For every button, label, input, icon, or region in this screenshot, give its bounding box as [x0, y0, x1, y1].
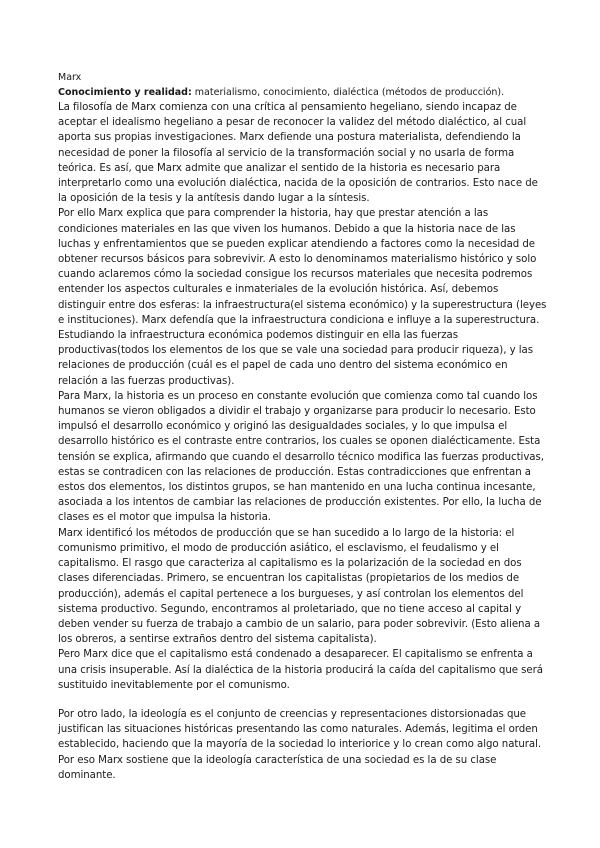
top-label: Marx [58, 72, 82, 83]
paragraph-historia: Para Marx, la historia es un proceso en constante evolución que comienza como tal cuando los humanos se vieron obligados a dividir el trabajo y organizarse para producir lo necesario. Esto impulsó el desarrollo económico y originó las desigualdades sociales, y lo que impulsa el desarrollo histórico es el contraste entre contrarios, los cuales se oponen dialécticamente. Esta tensión se explica, afirmando que cuando el desarrollo técnico modifica las fuerzas productivas, estas se contradicen con las relaciones de producción. Estas contradicciones que enfrentan a estos dos elementos, los distintos grupos, se han mantenido en una lucha continua incesante, asociada a los intentos de cambiar las relaciones de producción existentes. Por ello, la lucha de clases es el motor que impulsa la historia. [58, 390, 544, 524]
paragraph-modos-produccion: Marx identificó los métodos de producción que se han sucedido a lo largo de la historia: el comunismo primitivo, el modo de producción asiático, el esclavismo, el feudalismo y el capitalismo. El rasgo que caracteriza al capitalismo es la polarización de la sociedad en dos clases diferenciadas. Primero, se encuentran los capitalistas (propietarios de los medios de producción), además el capital pertenece a los burgueses, y así controlan los elementos del sistema productivo. Segundo, encontramos al proletariado, que no tiene acceso al capital y deben vender su fuerza de trabajo a cambio de un salario, para poder sobrevivir. (Esto aliena a los obreros, a sentirse extraños dentro del sistema capitalista). [58, 527, 541, 646]
subtitle-bold: Conocimiento y realidad: [58, 87, 192, 98]
paragraph-spacer [58, 693, 548, 707]
section-subtitle [58, 85, 548, 100]
paragraph-fin-capitalismo: Pero Marx dice que el capitalismo está condenado a desaparecer. El capitalismo se enfrenta a una crisis insuperable. Así la dialéctica de la historia producirá la caída del capitalismo que será sustituido inevitablemente por el comunismo. [58, 649, 543, 691]
paragraph-hegel: La filosofía de Marx comienza con una crítica al pensamiento hegeliano, siendo incapaz de aceptar el idealismo hegeliano a pesar de reconocer la validez del método dialéctico, al cual aporta sus propias investigaciones. Marx defiende una postura materialista, defendiendo la necesidad de poner la filosofía al servicio de la transformación social y no usarla de forma teórica. Es así, que Marx admite que analizar el sentido de la historia es necesario para interpretarlo como una evolución dialéctica, nacida de la oposición de contrarios. Esto nace de la oposición de la tesis y la antítesis dando lugar a la síntesis. [58, 102, 538, 205]
paragraph-ideologia: Por otro lado, la ideología es el conjunto de creencias y representaciones distorsionadas que justifican las situaciones históricas presentando las como naturales. Además, legitima el orden establecido, haciendo que la mayoría de la sociedad lo interiorice y lo crean como algo natural. Por eso Marx sostiene que la ideología característica de una sociedad es la de su clase dominante. [58, 708, 542, 781]
paragraph-materialismo: Por ello Marx explica que para comprender la historia, hay que prestar atención a las condiciones materiales en las que viven los humanos. Debido a que la historia nace de las luchas y enfrentamientos que se pueden explicar atendiendo a factores como la necesidad de obtener recursos básicos para sobrevivir. A esto lo denominamos materialismo histórico y solo cuando aclaremos cómo la sociedad consigue los recursos materiales que necesita podremos entender los aspectos culturales e inmateriales de la evolución histórica. Así, debemos distinguir entre dos esferas: la infraestructura(el sistema económico) y la superestructura (leyes e instituciones). Marx defendía que la infraestructura condiciona e influye a la superestructura. Estudiando la infraestructura económica podemos distinguir en ella las fuerzas productivas(todos los elementos de los que se vale una sociedad para producir riqueza), y las relaciones de producción (cuál es el papel de cada uno dentro del sistema económico en relación a las fuerzas productivas). [58, 208, 547, 387]
subtitle-rest: materialismo, conocimiento, dialéctica (métodos de producción). [191, 87, 505, 98]
